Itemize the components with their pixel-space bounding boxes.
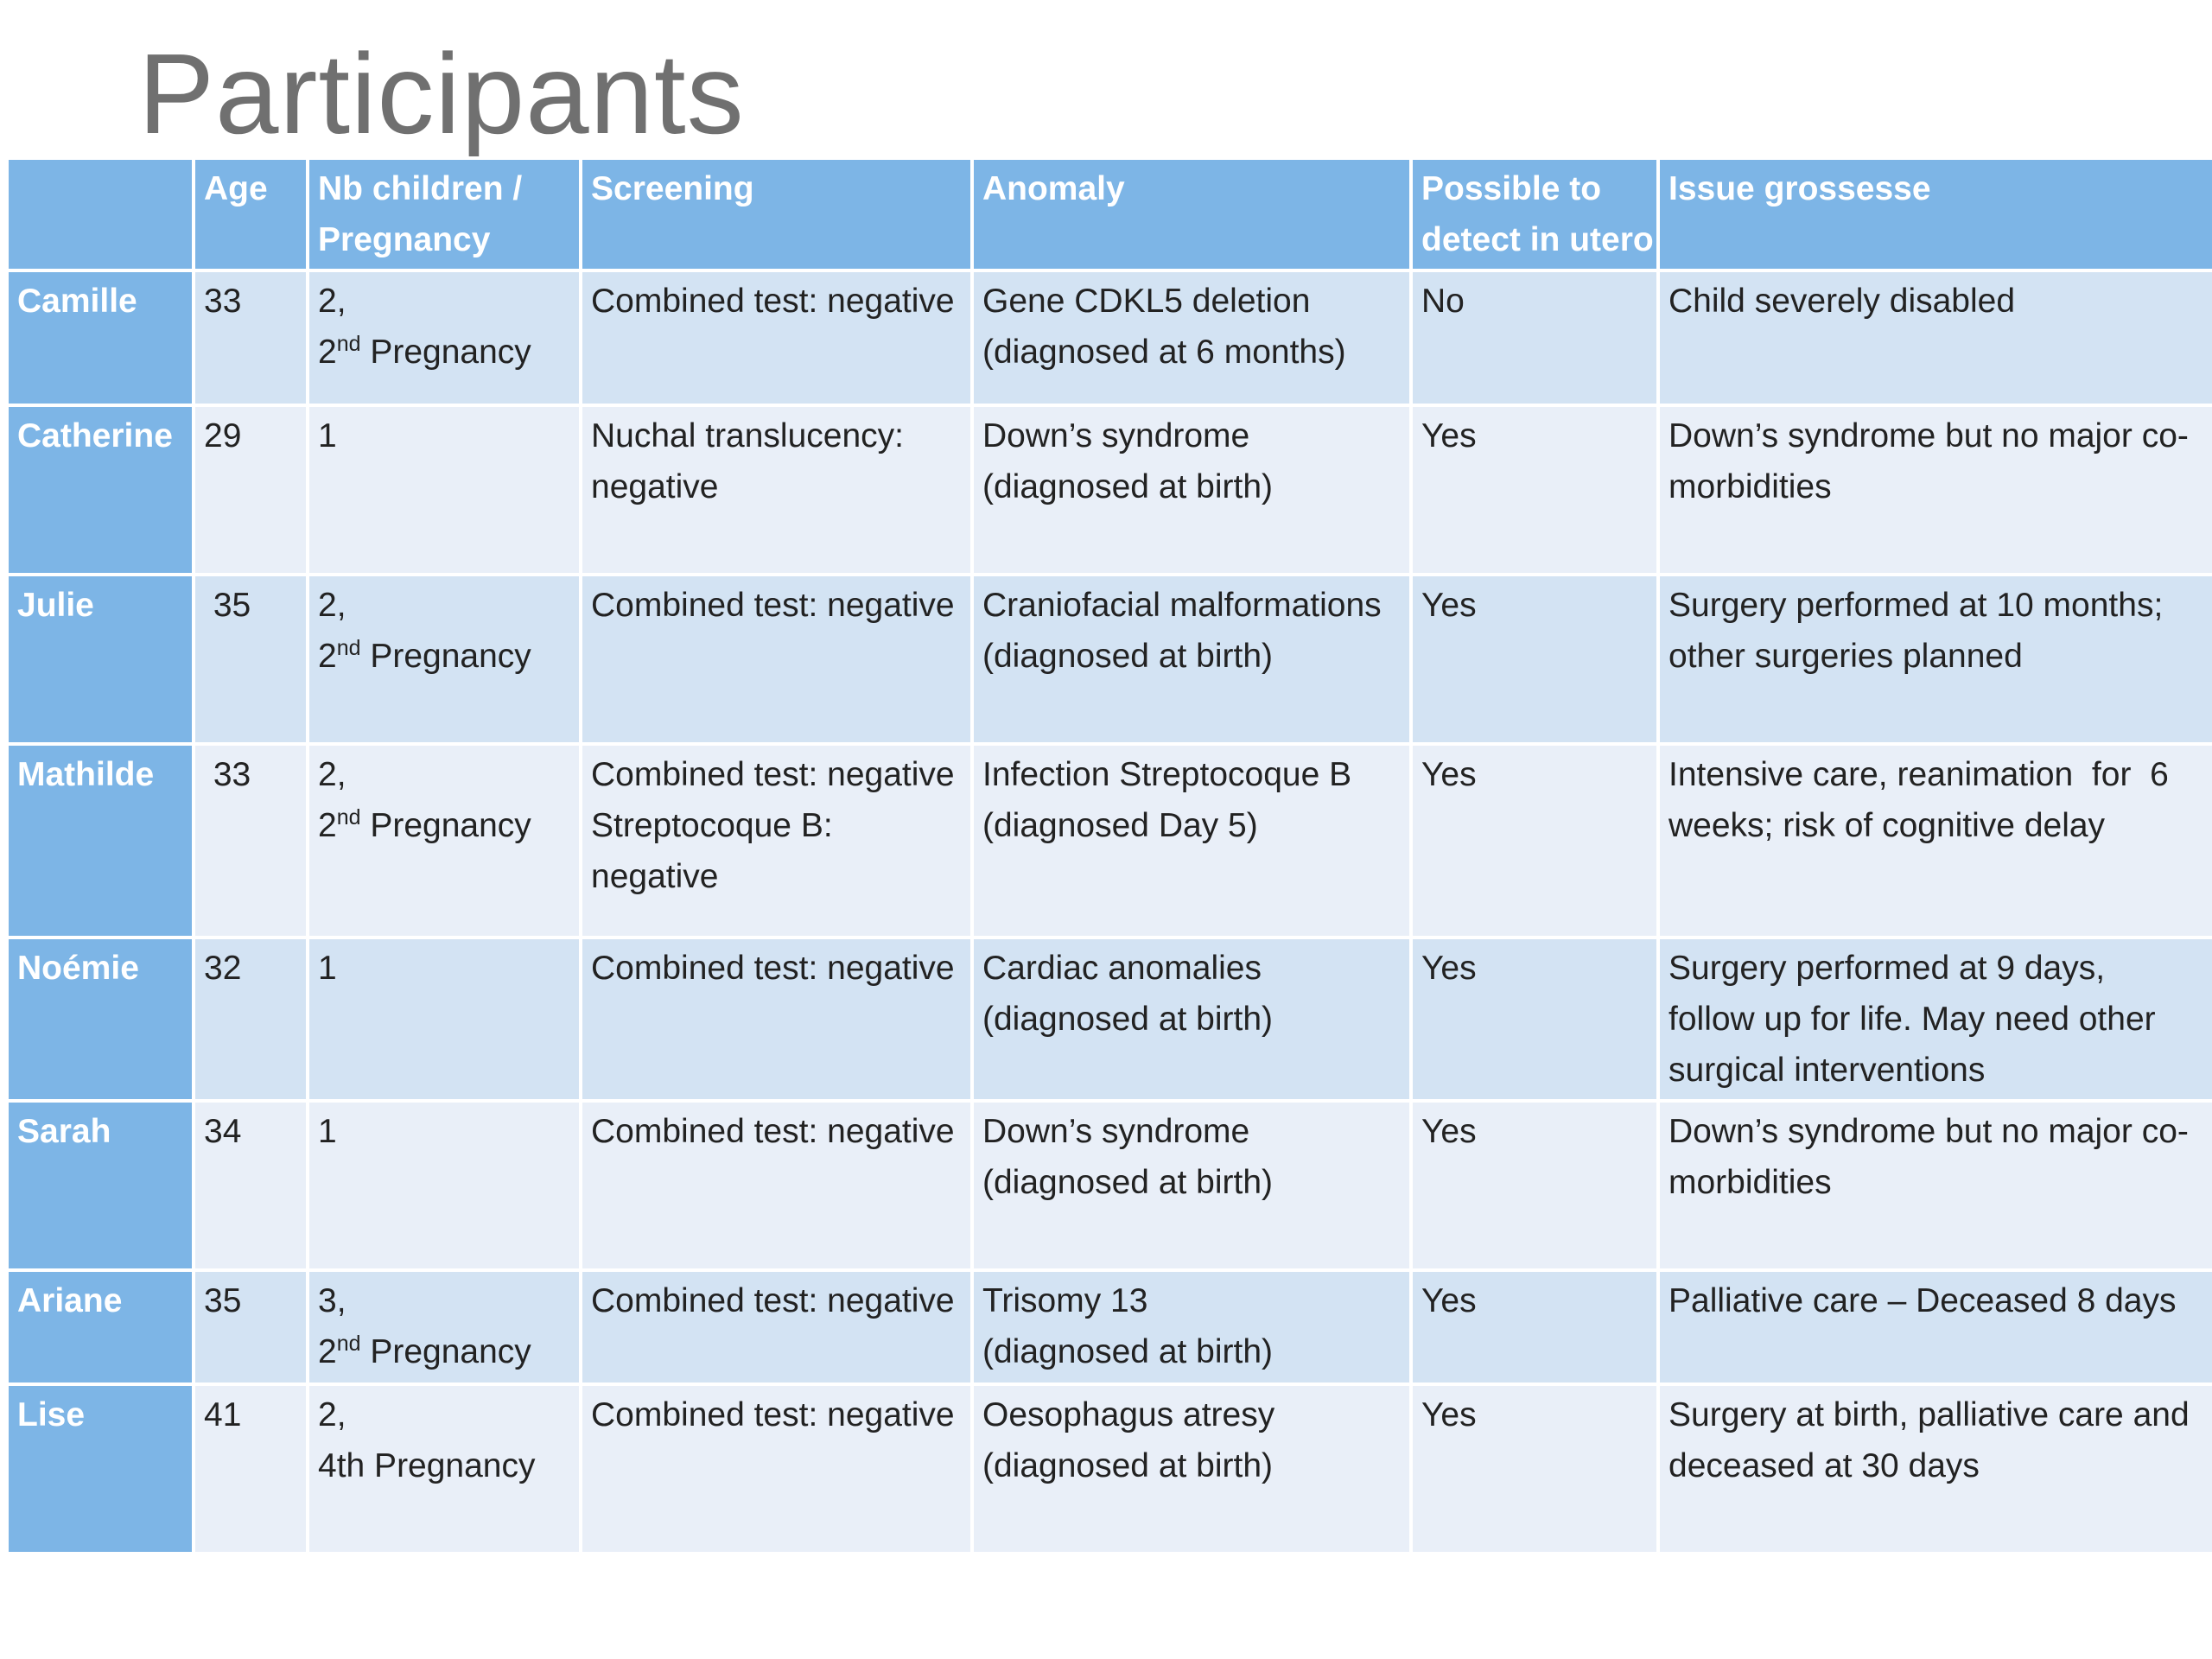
table-row bbox=[7, 575, 2212, 744]
children-cell: 1 bbox=[308, 938, 581, 1101]
screening-cell: Combined test: negative bbox=[581, 1270, 972, 1384]
participant-name: Ariane bbox=[7, 1270, 194, 1384]
header-age: Age bbox=[194, 158, 308, 270]
issue-cell: Child severely disabled bbox=[1658, 270, 2212, 405]
detectable-cell: Yes bbox=[1411, 575, 1658, 744]
issue-cell: Surgery performed at 9 days, follow up for life. May need other surgical interventions bbox=[1658, 938, 2212, 1101]
detectable-cell: Yes bbox=[1411, 938, 1658, 1101]
header-detectable: Possible to detect in utero bbox=[1411, 158, 1658, 270]
participant-name: Camille bbox=[7, 270, 194, 405]
screening-cell: Combined test: negative bbox=[581, 270, 972, 405]
participant-name: Noémie bbox=[7, 938, 194, 1101]
header-screening: Screening bbox=[581, 158, 972, 270]
issue-cell: Surgery performed at 10 months; other surgeries planned bbox=[1658, 575, 2212, 744]
children-cell: 3, 2nd Pregnancy bbox=[308, 1270, 581, 1384]
participants-table bbox=[5, 156, 2212, 1555]
header-row bbox=[7, 158, 2212, 270]
table-row bbox=[7, 1101, 2212, 1270]
children-cell: 2, 2nd Pregnancy bbox=[308, 270, 581, 405]
anomaly-cell: Cardiac anomalies (diagnosed at birth) bbox=[972, 938, 1411, 1101]
children-cell: 2, 2nd Pregnancy bbox=[308, 744, 581, 938]
screening-cell: Nuchal translucency: negative bbox=[581, 405, 972, 575]
anomaly-cell: Trisomy 13 (diagnosed at birth) bbox=[972, 1270, 1411, 1384]
anomaly-cell: Down’s syndrome (diagnosed at birth) bbox=[972, 1101, 1411, 1270]
header-issue: Issue grossesse bbox=[1658, 158, 2212, 270]
anomaly-cell: Down’s syndrome (diagnosed at birth) bbox=[972, 405, 1411, 575]
children-cell: 2, 4th Pregnancy bbox=[308, 1384, 581, 1554]
screening-cell: Combined test: negative bbox=[581, 938, 972, 1101]
participant-name: Sarah bbox=[7, 1101, 194, 1270]
anomaly-cell: Gene CDKL5 deletion (diagnosed at 6 months) bbox=[972, 270, 1411, 405]
header-name bbox=[7, 158, 194, 270]
children-cell: 1 bbox=[308, 1101, 581, 1270]
issue-cell: Palliative care – Deceased 8 days bbox=[1658, 1270, 2212, 1384]
age-cell: 29 bbox=[194, 405, 308, 575]
issue-cell: Surgery at birth, palliative care and deceased at 30 days bbox=[1658, 1384, 2212, 1554]
age-cell: 41 bbox=[194, 1384, 308, 1554]
participant-name: Catherine bbox=[7, 405, 194, 575]
table-row bbox=[7, 744, 2212, 938]
detectable-cell: Yes bbox=[1411, 405, 1658, 575]
screening-cell: Combined test: negative bbox=[581, 1384, 972, 1554]
screening-cell: Combined test: negative bbox=[581, 1101, 972, 1270]
age-cell: 33 bbox=[194, 270, 308, 405]
detectable-cell: Yes bbox=[1411, 1101, 1658, 1270]
table-row bbox=[7, 938, 2212, 1101]
participant-name: Mathilde bbox=[7, 744, 194, 938]
table-row bbox=[7, 270, 2212, 405]
detectable-cell: Yes bbox=[1411, 1384, 1658, 1554]
age-cell: 35 bbox=[194, 1270, 308, 1384]
issue-cell: Intensive care, reanimation for 6 weeks; risk of cognitive delay bbox=[1658, 744, 2212, 938]
issue-cell: Down’s syndrome but no major co- morbidities bbox=[1658, 1101, 2212, 1270]
screening-cell: Combined test: negative Streptocoque B: negative bbox=[581, 744, 972, 938]
anomaly-cell: Craniofacial malformations (diagnosed at birth) bbox=[972, 575, 1411, 744]
children-cell: 2, 2nd Pregnancy bbox=[308, 575, 581, 744]
detectable-cell: Yes bbox=[1411, 744, 1658, 938]
header-children-pregnancy: Nb children / Pregnancy bbox=[308, 158, 581, 270]
age-cell: 34 bbox=[194, 1101, 308, 1270]
age-cell: 32 bbox=[194, 938, 308, 1101]
anomaly-cell: Oesophagus atresy (diagnosed at birth) bbox=[972, 1384, 1411, 1554]
slide-title: Participants bbox=[138, 30, 745, 157]
issue-cell: Down’s syndrome but no major co- morbidities bbox=[1658, 405, 2212, 575]
screening-cell: Combined test: negative bbox=[581, 575, 972, 744]
table-row bbox=[7, 1270, 2212, 1384]
participant-name: Lise bbox=[7, 1384, 194, 1554]
table-row bbox=[7, 405, 2212, 575]
age-cell: 33 bbox=[194, 744, 308, 938]
anomaly-cell: Infection Streptocoque B (diagnosed Day 5) bbox=[972, 744, 1411, 938]
detectable-cell: No bbox=[1411, 270, 1658, 405]
table-row bbox=[7, 1384, 2212, 1554]
detectable-cell: Yes bbox=[1411, 1270, 1658, 1384]
participant-name: Julie bbox=[7, 575, 194, 744]
header-anomaly: Anomaly bbox=[972, 158, 1411, 270]
children-cell: 1 bbox=[308, 405, 581, 575]
age-cell: 35 bbox=[194, 575, 308, 744]
